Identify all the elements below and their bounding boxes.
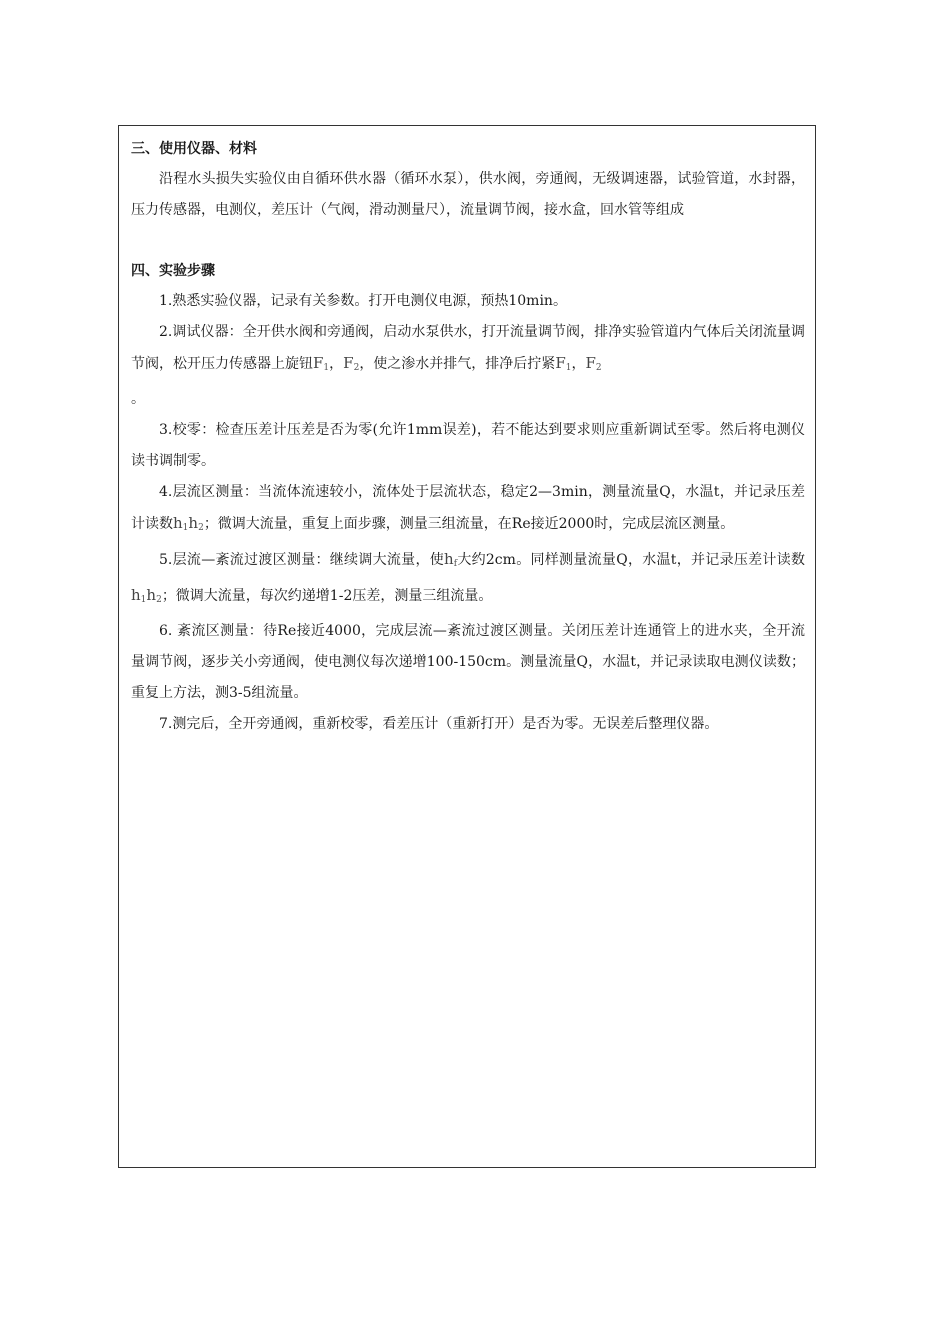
section-3-heading: 三、使用仪器、材料: [131, 141, 257, 157]
symbol-h1h2: $h_1h_2$: [173, 514, 204, 533]
section-4-heading: 四、实验步骤: [131, 263, 215, 279]
step-2-text-a: 2.调试仪器：全开供水阀和旁通阀，启动水泵供水，打开流量调节阀，排净实验管道内气体后关闭流量调节阀，松开压力传感器上旋钮: [131, 324, 805, 372]
section-gap: [131, 226, 805, 260]
step-6: 6. 紊流区测量：待Re接近4000，完成层流—紊流过渡区测量。关闭压差计连通管上的进水夹，全开流量调节阀，逐步关小旁通阀，使电测仪每次递增100-150cm。测量流量Q，水温t，并记录读取电测仪读数；重复上方法，测3-5组流量。: [131, 623, 805, 701]
step-4-text-b: ；微调大流量，重复上面步骤，测量三组流量，在Re接近2000时，完成层流区测量。: [203, 516, 735, 532]
step-3: 3.校零：检查压差计压差是否为零(允许1mm误差)，若不能达到要求则应重新调试至零。然后将电测仪读书调制零。: [131, 422, 805, 469]
section-3-body: 沿程水头损失实验仪由自循环供水器（循环水泵），供水阀，旁通阀，无级调速器，试验管道，水封器，压力传感器，电测仪，差压计（气阀，滑动测量尺），流量调节阀，接水盒，回水管等组成: [131, 171, 805, 218]
symbol-F1-b: $F_1$: [555, 354, 572, 373]
step-4: [131, 477, 805, 544]
step-5-text-b: 大约2cm。同样测量流量Q，水温t，并记录压差计读数: [457, 552, 805, 568]
step-7: 7.测完后，全开旁通阀，重新校零，看差压计（重新打开）是否为零。无误差后整理仪器。: [159, 716, 719, 732]
step-1: 1.熟悉实验仪器，记录有关参数。打开电测仪电源，预热10min。: [159, 293, 567, 309]
step-2-text-c: 。: [131, 391, 145, 407]
step-5: [131, 544, 805, 616]
symbol-h1h2-b: $h_1h_2$: [131, 586, 162, 605]
symbol-F1: $F_1$: [313, 354, 330, 373]
step-2-text-b: ，使之渗水并排气，排净后拧紧: [359, 356, 556, 372]
symbol-hf: $h_f$: [444, 550, 458, 569]
symbol-F2: $F_2$: [343, 354, 360, 373]
step-4-text-a: 4.层流区测量：当流体流速较小，流体处于层流状态，稳定2—3min，测量流量Q，水温t，并记录压差计读数: [131, 484, 805, 532]
symbol-F2-b: $F_2$: [585, 354, 602, 373]
step-5-text-a: 5.层流—紊流过渡区测量：继续调大流量，使: [159, 552, 445, 568]
report-frame: [118, 125, 816, 1168]
step-5-text-c: ；微调大流量，每次约递增1-2压差，测量三组流量。: [161, 588, 493, 604]
step-2: 2.调试仪器：全开供水阀和旁通阀，启动水泵供水，打开流量调节阀，排净实验管道内气体后关闭流量调节阀，松开压力传感器上旋钮$F_1$，$F_2$，使之渗水并排气，排净后拧紧$F_1$，$F_2$ 。: [131, 324, 805, 407]
